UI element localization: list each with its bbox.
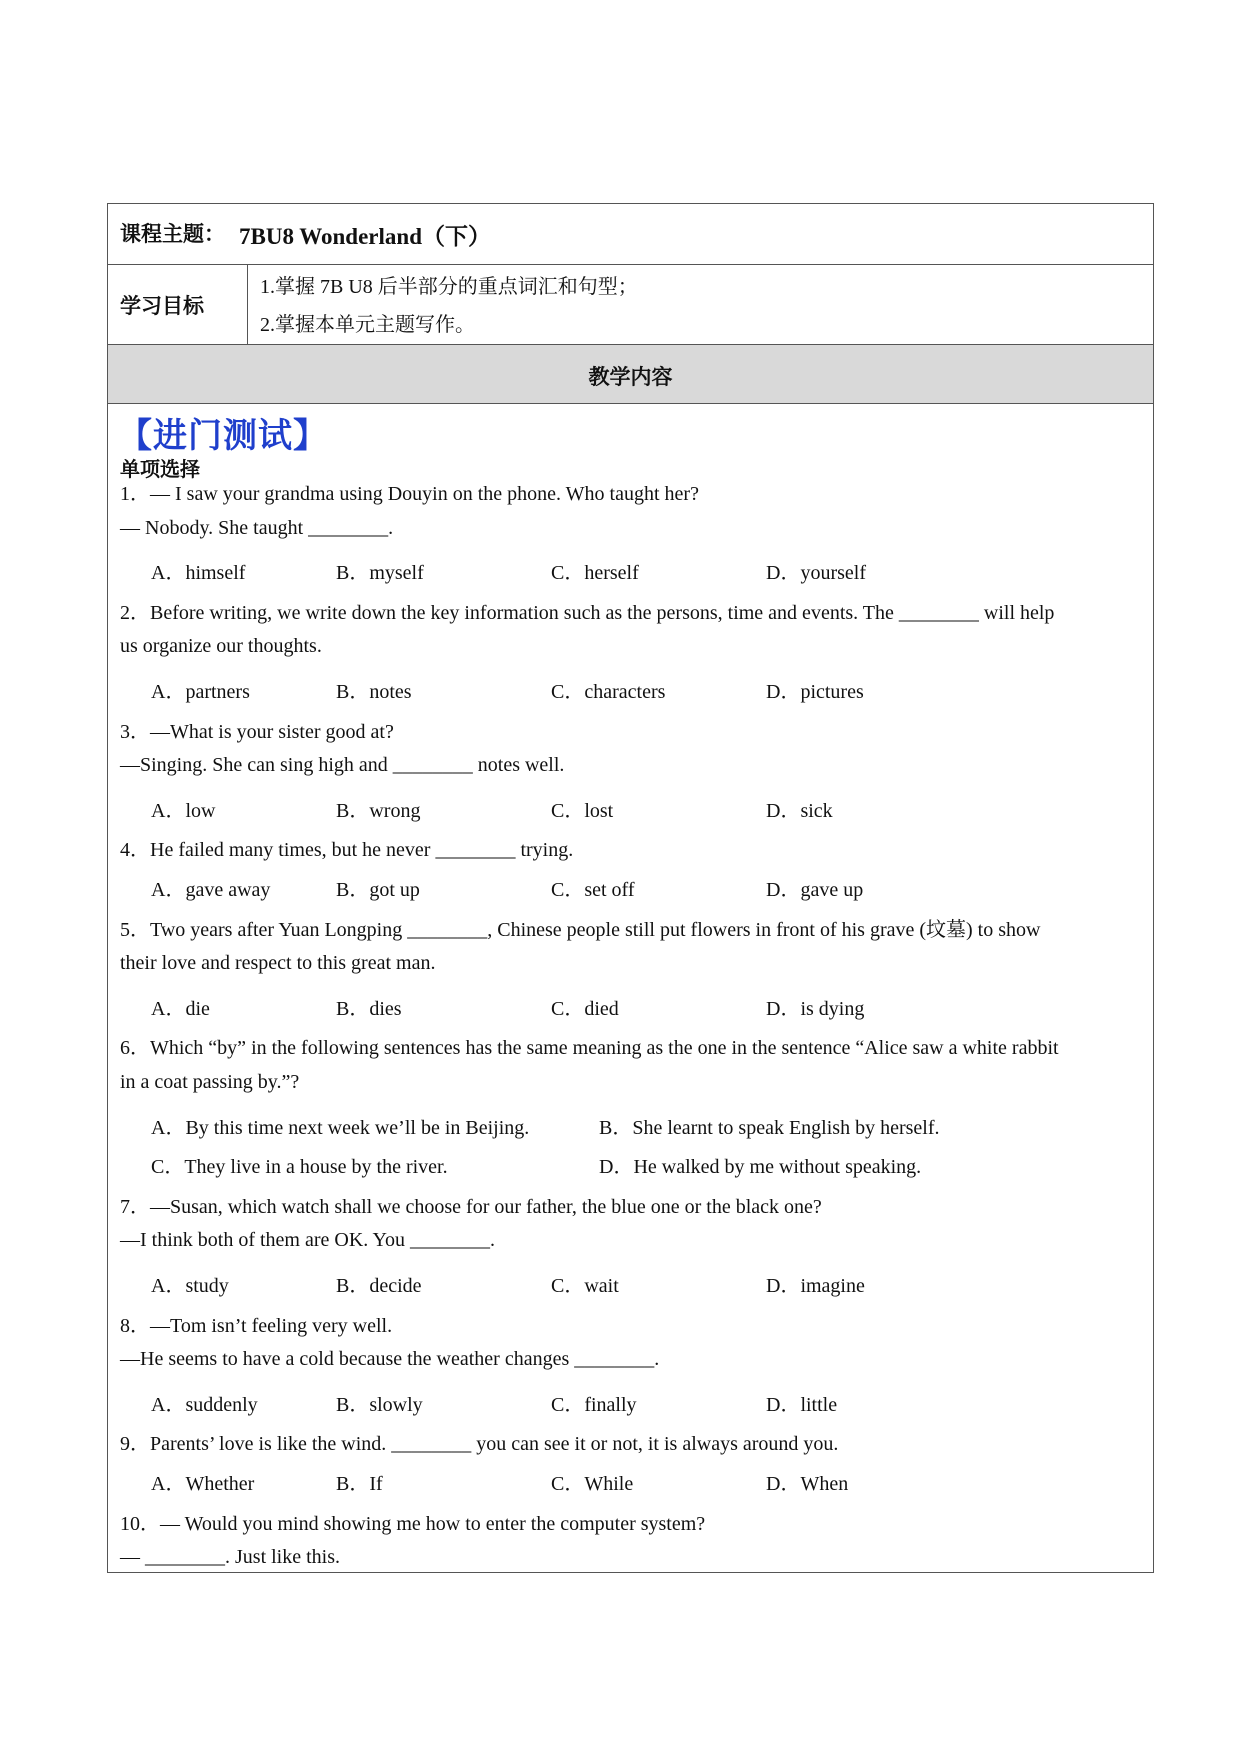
answer-option: D．gave up (766, 879, 864, 901)
answer-option: D．imagine (766, 1275, 865, 1297)
answer-option: C．lost (551, 800, 614, 822)
answer-option: C．finally (551, 1394, 637, 1416)
answer-option: B．dies (336, 998, 402, 1020)
answer-option: C．characters (551, 681, 666, 703)
answer-option: A．By this time next week we’ll be in Beijing. (151, 1117, 530, 1139)
question-stem: 2．Before writing, we write down the key information such as the persons, time and events. The ________ will help (120, 602, 1055, 624)
goal-label-cell (108, 265, 248, 344)
answer-option: A．suddenly (151, 1394, 258, 1416)
goal-row (108, 265, 1153, 345)
topic-label: 课程主题： (120, 222, 225, 246)
answer-option: D．sick (766, 800, 833, 822)
answer-option: A．die (151, 998, 210, 1020)
answer-option: A．partners (151, 681, 250, 703)
question-line: us organize our thoughts. (120, 635, 322, 657)
answer-option: B．myself (336, 562, 424, 584)
answer-option: B．decide (336, 1275, 422, 1297)
content-body (108, 404, 1153, 1572)
question-stem: 9．Parents’ love is like the wind. ________ you can see it or not, it is always around you. (120, 1433, 839, 1455)
question-line: their love and respect to this great man. (120, 952, 436, 974)
answer-option: C．herself (551, 562, 639, 584)
answer-option: C．They live in a house by the river. (151, 1156, 448, 1178)
lesson-table (107, 203, 1154, 1573)
content-label: 教学内容 (588, 365, 673, 389)
goal-label: 学习目标 (120, 294, 204, 318)
question-line: —He seems to have a cold because the weather changes ________. (120, 1348, 660, 1370)
answer-option: C．While (551, 1473, 634, 1495)
answer-option: B．slowly (336, 1394, 423, 1416)
answer-option: D．pictures (766, 681, 864, 703)
topic-row (108, 204, 1153, 265)
answer-option: C．died (551, 998, 619, 1020)
topic-value: 7BU8 Wonderland（下） (239, 224, 491, 249)
section-subtitle: 单项选择 (120, 459, 200, 481)
question-stem: 1．— I saw your grandma using Douyin on the phone. Who taught her? (120, 483, 699, 505)
question-stem: 8．—Tom isn’t feeling very well. (120, 1315, 393, 1337)
answer-option: D．When (766, 1473, 849, 1495)
question-line: —I think both of them are OK. You ________. (120, 1229, 495, 1251)
question-line: —Singing. She can sing high and ________ notes well. (120, 754, 565, 776)
answer-option: B．got up (336, 879, 420, 901)
question-line: — ________. Just like this. (120, 1546, 341, 1568)
answer-option: B．wrong (336, 800, 421, 822)
goal-item: 1.掌握 7B U8 后半部分的重点词汇和句型； (260, 276, 638, 298)
answer-option: A．study (151, 1275, 229, 1297)
section-title: 【进门测试】 (118, 416, 328, 456)
question-stem: 6．Which “by” in the following sentences has the same meaning as the one in the sentence “Alice saw a white rabbit (120, 1037, 1059, 1059)
answer-option: D．is dying (766, 998, 865, 1020)
answer-option: C．wait (551, 1275, 619, 1297)
answer-option: D．little (766, 1394, 838, 1416)
question-stem: 5．Two years after Yuan Longping ________, Chinese people still put flowers in front of his grave (坟墓) to show (120, 919, 1041, 941)
goal-item: 2.掌握本单元主题写作。 (260, 314, 475, 336)
answer-option: D．yourself (766, 562, 866, 584)
answer-option: B．She learnt to speak English by herself. (599, 1117, 940, 1139)
answer-option: B．notes (336, 681, 412, 703)
question-stem: 4．He failed many times, but he never ________ trying. (120, 839, 574, 861)
content-header-row (108, 345, 1153, 404)
answer-option: A．low (151, 800, 216, 822)
answer-option: C．set off (551, 879, 635, 901)
question-stem: 3．—What is your sister good at? (120, 721, 394, 743)
answer-option: D．He walked by me without speaking. (599, 1156, 922, 1178)
question-stem: 10．— Would you mind showing me how to enter the computer system? (120, 1513, 706, 1535)
question-line: — Nobody. She taught ________. (120, 517, 394, 539)
question-line: in a coat passing by.”? (120, 1071, 300, 1093)
answer-option: A．Whether (151, 1473, 255, 1495)
question-stem: 7．—Susan, which watch shall we choose for our father, the blue one or the black one? (120, 1196, 822, 1218)
answer-option: A．gave away (151, 879, 271, 901)
answer-option: B．If (336, 1473, 383, 1495)
answer-option: A．himself (151, 562, 246, 584)
